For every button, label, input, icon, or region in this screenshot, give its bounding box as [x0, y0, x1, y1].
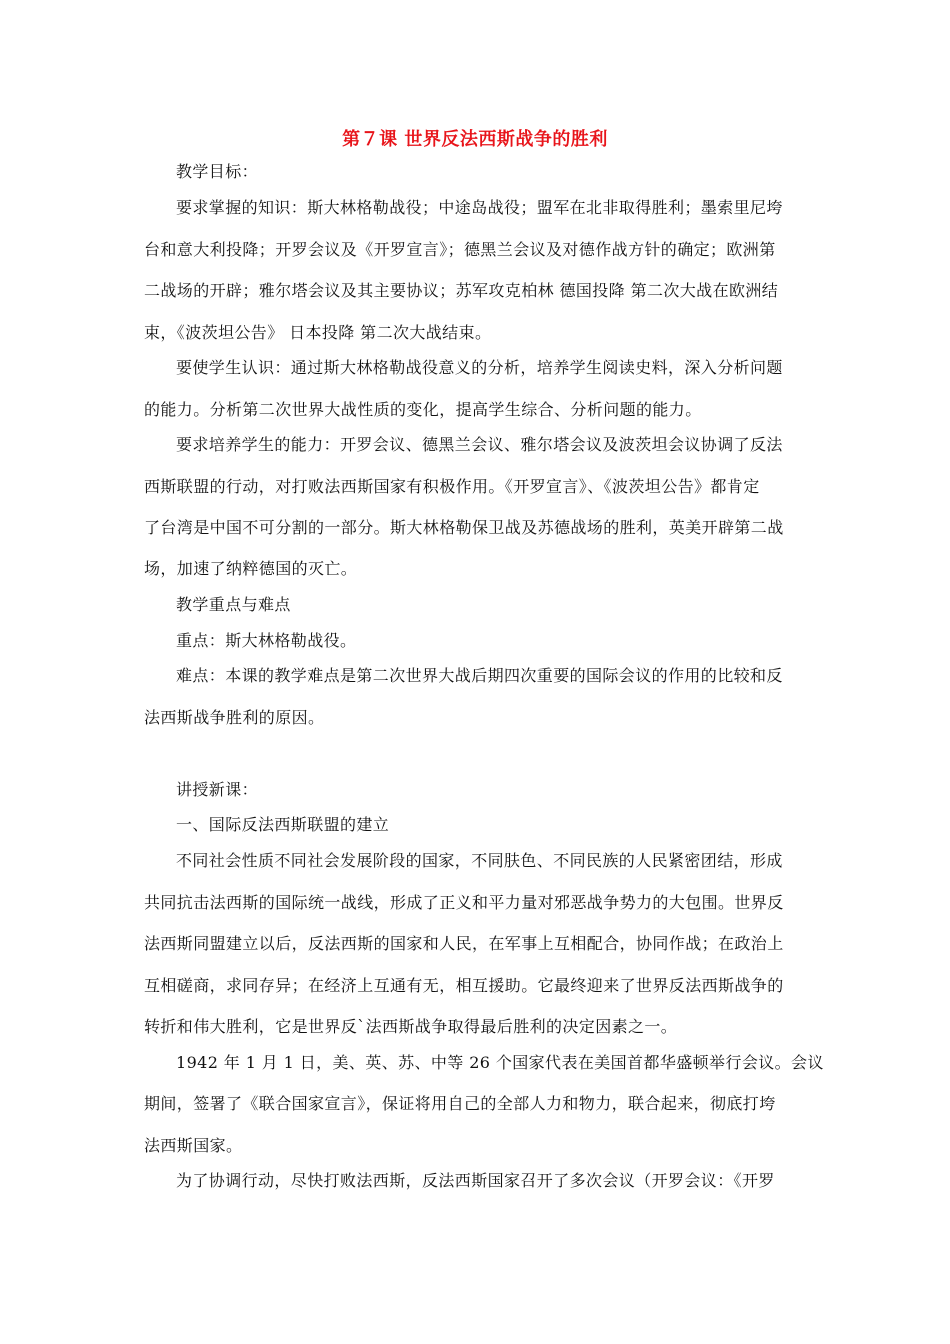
paragraph-line: 难点：本课的教学难点是第二次世界大战后期四次重要的国际会议的作用的比较和反 — [176, 666, 783, 685]
subsection-heading: 一、国际反法西斯联盟的建立 — [176, 815, 390, 834]
paragraph-line: 要使学生认识：通过斯大林格勒战役意义的分析，培养学生阅读史料，深入分析问题 — [176, 358, 783, 377]
section-heading-new-lesson: 讲授新课： — [176, 780, 259, 799]
paragraph-line: 共同抗击法西斯的国际统一战线，形成了正义和平力量对邪恶战争势力的大包围。世界反 — [144, 893, 784, 912]
paragraph-line: 转折和伟大胜利，它是世界反`法西斯战争取得最后胜利的决定因素之一。 — [144, 1017, 678, 1036]
paragraph-line: 法西斯同盟建立以后，反法西斯的国家和人民，在军事上互相配合，协同作战；在政治上 — [144, 934, 784, 953]
paragraph-line: 要求掌握的知识：斯大林格勒战役；中途岛战役；盟军在北非取得胜利；墨索里尼垮 — [176, 198, 783, 217]
document-title: 第７课 世界反法西斯战争的胜利 — [342, 129, 608, 150]
paragraph-line: 要求培养学生的能力：开罗会议、德黑兰会议、雅尔塔会议及波茨坦会议协调了反法 — [176, 435, 783, 454]
paragraph-line: 法西斯战争胜利的原因。 — [144, 708, 325, 727]
paragraph-line: 二战场的开辟；雅尔塔会议及其主要协议；苏军攻克柏林 德国投降 第二次大战在欧洲结 — [144, 281, 779, 300]
paragraph-line: 法西斯国家。 — [144, 1136, 243, 1155]
paragraph-line: 了台湾是中国不可分割的一部分。斯大林格勒保卫战及苏德战场的胜利，英美开辟第二战 — [144, 518, 784, 537]
section-heading-objectives: 教学目标： — [176, 162, 259, 181]
paragraph-line: 场，加速了纳粹德国的灭亡。 — [144, 559, 358, 578]
paragraph-line: 互相磋商，求同存异；在经济上互通有无，相互援助。它最终迎来了世界反法西斯战争的 — [144, 976, 784, 995]
paragraph-line: 期间，签署了《联合国家宣言》，保证将用自己的全部人力和物力，联合起来，彻底打垮 — [144, 1094, 776, 1113]
paragraph-line: 为了协调行动，尽快打败法西斯，反法西斯国家召开了多次会议（开罗会议：《开罗 — [176, 1171, 775, 1190]
paragraph-line: 1942 年 1 月 1 日，美、英、苏、中等 26 个国家代表在美国首都华盛顿举行会议。会议 — [176, 1053, 824, 1072]
paragraph-line: 重点：斯大林格勒战役。 — [176, 631, 357, 650]
paragraph-line: 台和意大利投降；开罗会议及《开罗宣言》；德黑兰会议及对德作战方针的确定；欧洲第 — [144, 240, 776, 259]
paragraph-line: 西斯联盟的行动，对打败法西斯国家有积极作用。《开罗宣言》、《波茨坦公告》都肯定 — [144, 477, 760, 496]
paragraph-line: 束，《波茨坦公告》 日本投降 第二次大战结束。 — [144, 323, 492, 342]
section-heading-key-points: 教学重点与难点 — [176, 595, 291, 614]
paragraph-line: 不同社会性质不同社会发展阶段的国家，不同肤色、不同民族的人民紧密团结，形成 — [176, 851, 783, 870]
paragraph-line: 的能力。分析第二次世界大战性质的变化，提高学生综合、分析问题的能力。 — [144, 400, 702, 419]
